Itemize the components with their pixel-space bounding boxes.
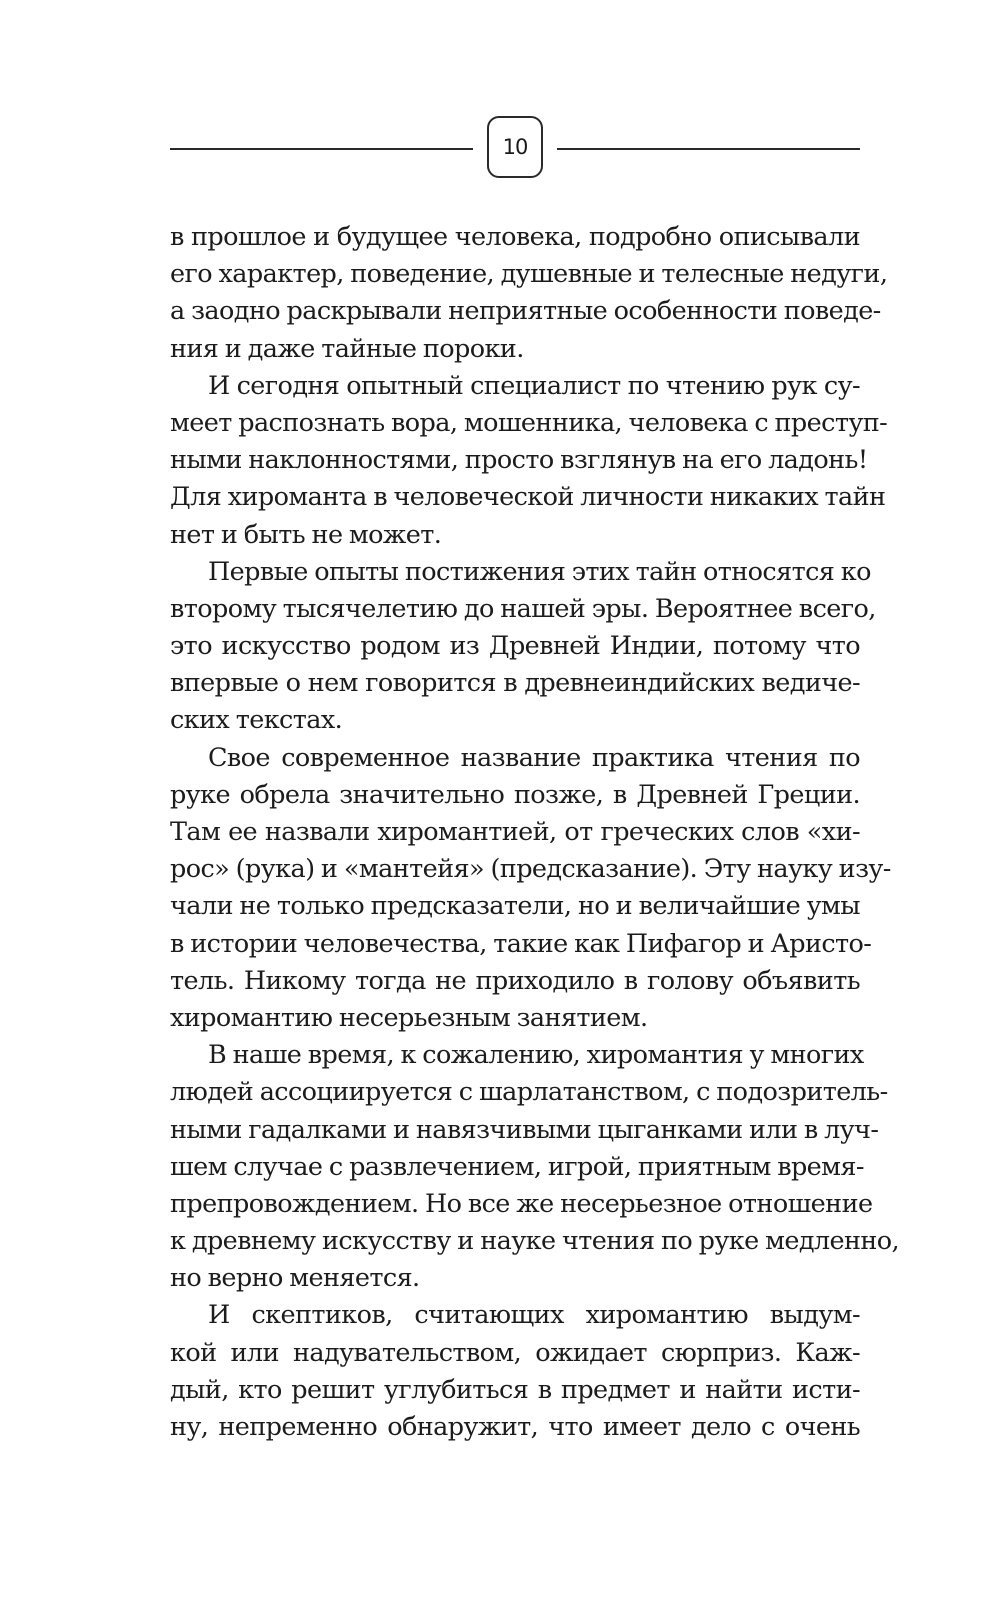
text-line: рос» (рука) и «мантейя» (предсказание). Эту науку изу- <box>170 854 891 885</box>
text-line: это искусство родом из Древней Индии, потому что <box>170 631 860 662</box>
text-line: Первые опыты постижения этих тайн относятся ко <box>208 556 871 587</box>
paragraph <box>170 1297 860 1446</box>
text-line: руке обрела значительно позже, в Древней Греции. <box>170 779 860 810</box>
text-line: в прошлое и будущее человека, подробно описывали <box>170 222 860 252</box>
text-line: а заодно раскрывали неприятные особенности поведе- <box>170 296 881 327</box>
text-line: ными наклонностями, просто взглянув на его ладонь! <box>170 445 868 476</box>
body-text <box>170 219 900 1446</box>
header-rule-right <box>557 148 860 150</box>
text-line: Там ее назвали хиромантией, от греческих слов «хи- <box>170 817 860 847</box>
paragraph <box>170 554 876 740</box>
paragraph <box>170 740 891 1038</box>
text-line: но верно меняется. <box>170 1263 420 1294</box>
text-line: Свое современное название практика чтения по <box>208 742 860 773</box>
text-line: ния и даже тайные пороки. <box>170 333 524 364</box>
text-line: кой или надувательством, ожидает сюрприз. Каж- <box>170 1337 860 1368</box>
paragraph <box>170 1037 900 1297</box>
text-line: И скептиков, считающих хиромантию выдум- <box>208 1300 860 1331</box>
text-line: чали не только предсказатели, но и величайшие умы <box>170 891 860 922</box>
text-line: его характер, поведение, душевные и телесные недуги, <box>170 259 888 290</box>
paragraph <box>170 368 888 554</box>
text-line: меет распознать вора, мошенника, человека с преступ- <box>170 407 888 438</box>
text-line: Для хироманта в человеческой личности никаких тайн <box>170 482 886 513</box>
text-line: нет и быть не может. <box>170 519 442 550</box>
paragraph <box>170 219 888 368</box>
text-line: шем случае с развлечением, игрой, приятным время- <box>170 1151 864 1182</box>
header-rule-left <box>170 148 473 150</box>
text-line: И сегодня опытный специалист по чтению рук су- <box>208 370 860 401</box>
text-line: тель. Никому тогда не приходило в голову объявить <box>170 965 860 996</box>
text-line: ну, непременно обнаружит, что имеет дело с очень <box>170 1412 860 1442</box>
text-line: впервые о нем говорится в древнеиндийских ведиче- <box>170 668 860 699</box>
page-header <box>170 116 860 180</box>
text-line: людей ассоциируется с шарлатанством, с подозритель- <box>170 1077 888 1108</box>
page-number: 10 <box>487 116 543 178</box>
text-line: дый, кто решит углубиться в предмет и найти исти- <box>170 1374 860 1405</box>
text-line: В наше время, к сожалению, хиромантия у многих <box>208 1040 864 1071</box>
text-line: второму тысячелетию до нашей эры. Вероятнее всего, <box>170 593 876 624</box>
text-line: в истории человечества, такие как Пифагор и Аристо- <box>170 928 872 959</box>
text-line: препровождением. Но все же несерьезное отношение <box>170 1188 873 1219</box>
text-line: к древнему искусству и науке чтения по руке медленно, <box>170 1226 900 1257</box>
text-line: хиромантию несерьезным занятием. <box>170 1002 648 1033</box>
text-line: ными гадалками и навязчивыми цыганками или в луч- <box>170 1114 879 1145</box>
text-line: ских текстах. <box>170 705 343 736</box>
